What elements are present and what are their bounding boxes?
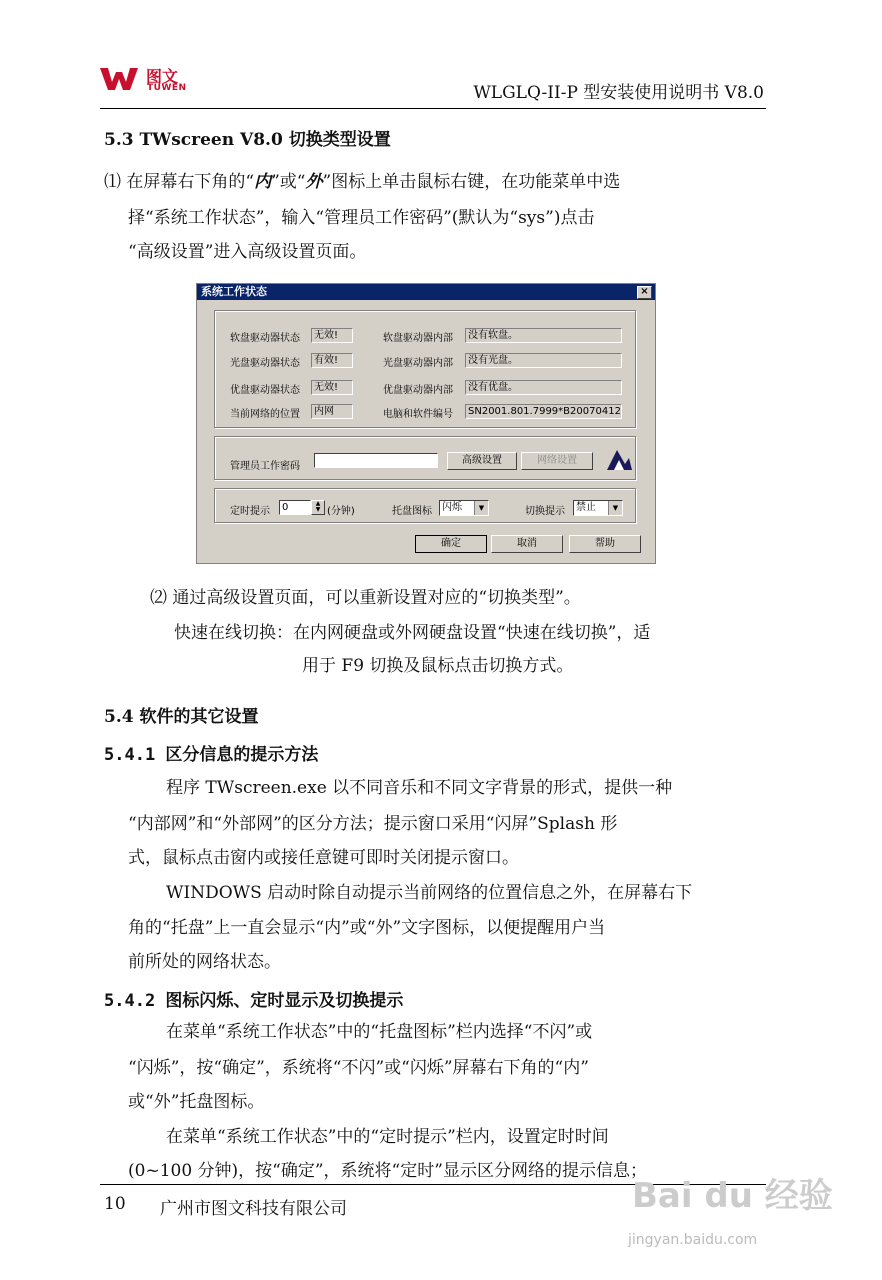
status-label: 优盘驱动器内部 (383, 385, 453, 396)
status-label: 优盘驱动器状态 (230, 385, 300, 396)
paragraph-5-3-1-line2: 择“系统工作状态”，输入“管理员工作密码”(默认为“sys”)点击 (128, 208, 595, 228)
logo-text-en: TUWEN (147, 83, 187, 93)
document-title: WLGLQ-II-P 型安装使用说明书 V8.0 (473, 83, 764, 103)
status-value: 没有光盘。 (465, 353, 622, 368)
status-label: 光盘驱动器状态 (230, 358, 300, 369)
status-value: 有效! (311, 353, 353, 368)
section-5-4-heading: 5.4 软件的其它设置 (104, 707, 259, 727)
mountain-logo-icon (605, 446, 633, 472)
dialog-title: 系统工作状态 (201, 285, 267, 298)
section-5-4-2-heading: 5.4.2 图标闪烁、定时显示及切换提示 (104, 991, 404, 1011)
switch-prompt-select[interactable]: 禁止 ▼ (573, 500, 623, 516)
baidu-watermark-url: jingyan.baidu.com (628, 1232, 758, 1248)
timer-label: 定时提示 (230, 506, 270, 517)
paragraph-5-4-1-a-line3: 式，鼠标点击窗内或接任意键可即时关闭提示窗口。 (128, 848, 519, 868)
chevron-down-icon: ▼ (608, 501, 622, 515)
timer-input[interactable]: 0 (279, 500, 311, 515)
paragraph-5-4-2-a-line2: “闪烁”，按“确定”，系统将“不闪”或“闪烁”屏幕右下角的“内” (128, 1058, 589, 1078)
paragraph-5-4-2-a-line1: 在菜单“系统工作状态”中的“托盘图标”栏内选择“不闪”或 (166, 1022, 593, 1042)
paragraph-5-4-1-b-line3: 前所处的网络状态。 (128, 952, 281, 972)
status-value: 无效! (311, 328, 353, 343)
status-value: 没有优盘。 (465, 380, 622, 395)
status-label: 光盘驱动器内部 (383, 358, 453, 369)
switch-prompt-label: 切换提示 (525, 506, 565, 517)
footer-company: 广州市图文科技有限公司 (160, 1199, 347, 1219)
close-icon[interactable]: × (637, 286, 652, 299)
dialog-titlebar (197, 284, 655, 300)
ok-button[interactable]: 确定 (415, 535, 487, 553)
paragraph-5-4-1-b-line1: WINDOWS 启动时除自动提示当前网络的位置信息之外，在屏幕右下 (166, 883, 693, 903)
header-rule (100, 108, 766, 109)
help-button[interactable]: 帮助 (569, 535, 641, 553)
tuwen-logo-icon (100, 64, 142, 92)
baidu-watermark: Bai du 经验 (632, 1176, 833, 1216)
system-status-dialog (196, 283, 656, 564)
section-5-4-1-heading: 5.4.1 区分信息的提示方法 (104, 745, 319, 765)
status-value: 内网 (311, 404, 353, 419)
paragraph-5-3-1-line3: “高级设置”进入高级设置页面。 (128, 242, 367, 262)
advanced-settings-button[interactable]: 高级设置 (447, 452, 517, 470)
status-label: 当前网络的位置 (230, 409, 300, 420)
paragraph-5-4-1-a-line2: “内部网”和“外部网”的区分方法；提示窗口采用“闪屏”Splash 形 (128, 814, 618, 834)
password-input[interactable] (314, 453, 438, 468)
network-settings-button[interactable]: 网络设置 (521, 452, 593, 470)
password-label: 管理员工作密码 (230, 461, 300, 472)
tray-icon-select[interactable]: 闪烁 ▼ (439, 500, 489, 516)
paragraph-5-3-1-line1: ⑴ 在屏幕右下角的“内”或“外”图标上单击鼠标右键，在功能菜单中选 (104, 172, 621, 192)
status-label: 软盘驱动器状态 (230, 333, 300, 344)
status-label: 电脑和软件编号 (383, 409, 453, 420)
paragraph-5-4-1-b-line2: 角的“托盘”上一直会显示“内”或“外”文字图标，以便提醒用户当 (128, 918, 606, 938)
cancel-button[interactable]: 取消 (491, 535, 563, 553)
status-value: 无效! (311, 380, 353, 395)
paragraph-5-4-1-a-line1: 程序 TWscreen.exe 以不同音乐和不同文字背景的形式，提供一种 (166, 778, 673, 798)
chevron-down-icon: ▼ (474, 501, 488, 515)
timer-unit: (分钟) (327, 506, 355, 517)
section-5-3-heading: 5.3 TWscreen V8.0 切换类型设置 (104, 130, 391, 150)
status-label: 软盘驱动器内部 (383, 333, 453, 344)
paragraph-5-3-2: ⑵ 通过高级设置页面，可以重新设置对应的“切换类型”。 (150, 588, 581, 608)
timer-spinner[interactable]: ▲ ▼ (311, 500, 325, 515)
status-value: 没有软盘。 (465, 328, 622, 343)
paragraph-5-4-2-b-line1: 在菜单“系统工作状态”中的“定时提示”栏内，设置定时时间 (166, 1127, 609, 1147)
paragraph-5-3-3-line2: 用于 F9 切换及鼠标点击切换方式。 (302, 656, 574, 676)
paragraph-5-3-3-line1: 快速在线切换：在内网硬盘或外网硬盘设置“快速在线切换”，适 (174, 623, 651, 643)
logo-text-cn: 图文 (146, 67, 179, 86)
status-value: SN2001.801.7999*B20070412 (465, 404, 622, 419)
tray-icon-label: 托盘图标 (392, 506, 432, 517)
paragraph-5-4-2-a-line3: 或“外”托盘图标。 (128, 1092, 265, 1112)
paragraph-5-4-2-b-line2: (0~100 分钟)，按“确定”，系统将“定时”显示区分网络的提示信息； (128, 1161, 647, 1181)
page-number: 10 (104, 1194, 126, 1214)
